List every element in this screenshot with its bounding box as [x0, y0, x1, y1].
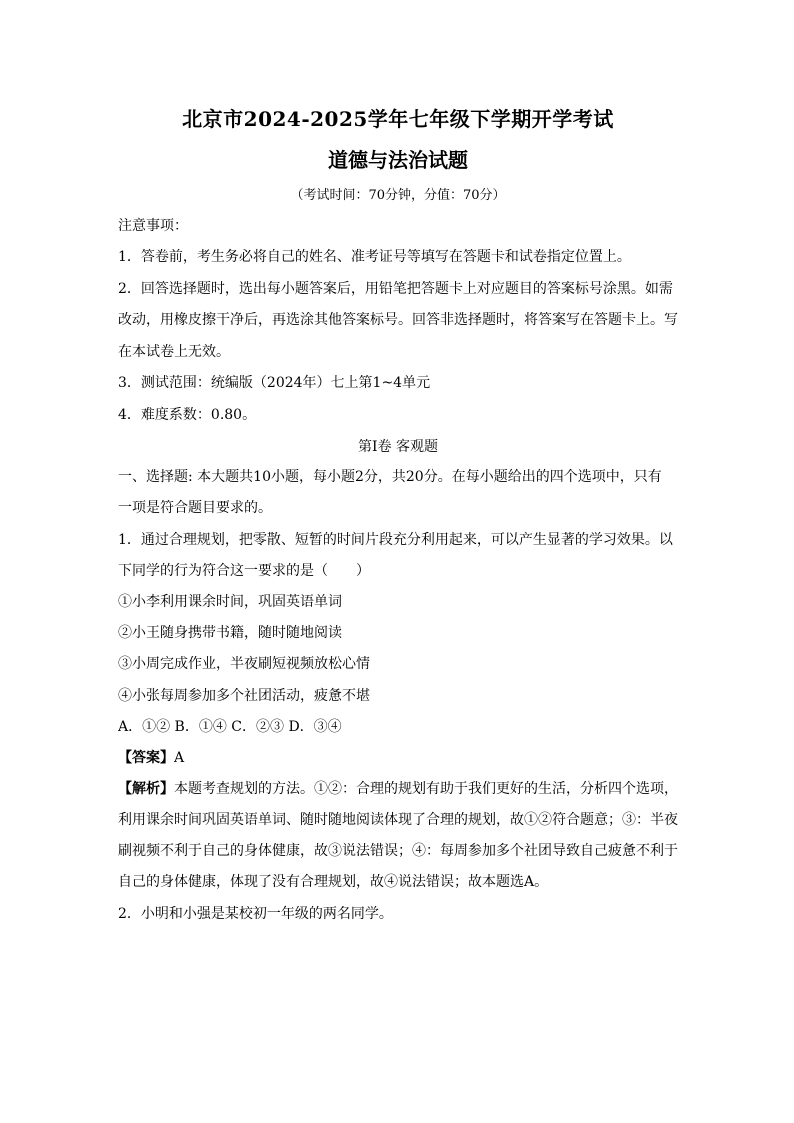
note-item-2-line-1: 2．回答选择题时，选出每小题答案后，用铅笔把答题卡上对应题目的答案标号涂黑。如需 [118, 281, 673, 297]
question-2-stem-line-1: 2．小明和小强是某校初一年级的两名同学。 [118, 906, 393, 922]
question-1-analysis-line-4: 自己的身体健康，体现了没有合理规划，故④说法错误；故本题选A。 [118, 874, 549, 890]
notes-heading: 注意事项： [118, 218, 188, 234]
question-1-option-2: ②小王随身携带书籍，随时随地阅读 [118, 625, 342, 641]
question-1-option-1: ①小李利用课余时间，巩固英语单词 [118, 594, 342, 610]
question-1-choices: A．①② B．①④ C．②③ D．③④ [118, 719, 342, 735]
exam-time-and-score: （考试时间：70分钟，分值：70分） [290, 188, 506, 203]
question-1-stem-line-2: 下同学的行为符合这一要求的是（ ） [118, 563, 370, 579]
question-1-analysis-line-1 [118, 779, 678, 799]
analysis-text: 本题考查规划的方法。①②：合理的规划有助于我们更好的生活，分析四个选项， [174, 781, 678, 797]
question-1-stem-line-1: 1．通过合理规划，把零散、短暂的时间片段充分利用起来，可以产生显著的学习效果。以 [118, 532, 673, 548]
answer-label: 【答案】 [118, 750, 174, 766]
question-1-analysis-line-3: 刷视频不利于自己的身体健康，故③说法错误；④：每周参加多个社团导致自己疲惫不利于 [118, 843, 678, 859]
note-item-3: 3．测试范围：统编版（2024年）七上第1~4单元 [118, 375, 431, 391]
note-item-2-line-2: 改动，用橡皮擦干净后，再选涂其他答案标号。回答非选择题时，将答案写在答题卡上。写 [118, 312, 678, 328]
exam-title: 北京市2024-2025学年七年级下学期开学考试 [182, 107, 614, 131]
section-instructions-line-2: 一项是符合题目要求的。 [118, 500, 272, 516]
note-item-1: 1．答卷前，考生务必将自己的姓名、准考证号等填写在答题卡和试卷指定位置上。 [118, 249, 631, 265]
answer-value: A [174, 750, 185, 766]
exam-subject-title: 道德与法治试题 [328, 148, 468, 172]
section-heading: 第Ⅰ卷 客观题 [358, 439, 438, 455]
analysis-label: 【解析】 [118, 781, 174, 797]
question-1-answer [118, 748, 678, 768]
note-item-4: 4．难度系数：0.80。 [118, 407, 257, 423]
question-1-option-4: ④小张每周参加多个社团活动，疲惫不堪 [118, 688, 370, 704]
note-item-2-line-3: 在本试卷上无效。 [118, 344, 230, 360]
question-1-option-3: ③小周完成作业，半夜刷短视频放松心情 [118, 656, 370, 672]
section-instructions-line-1: 一、选择题: 本大题共10小题，每小题2分，共20分。在每小题给出的四个选项中，只有 [118, 469, 662, 485]
question-1-analysis-line-2: 利用课余时间巩固英语单词、随时随地阅读体现了合理的规划，故①②符合题意；③：半夜 [118, 812, 678, 828]
